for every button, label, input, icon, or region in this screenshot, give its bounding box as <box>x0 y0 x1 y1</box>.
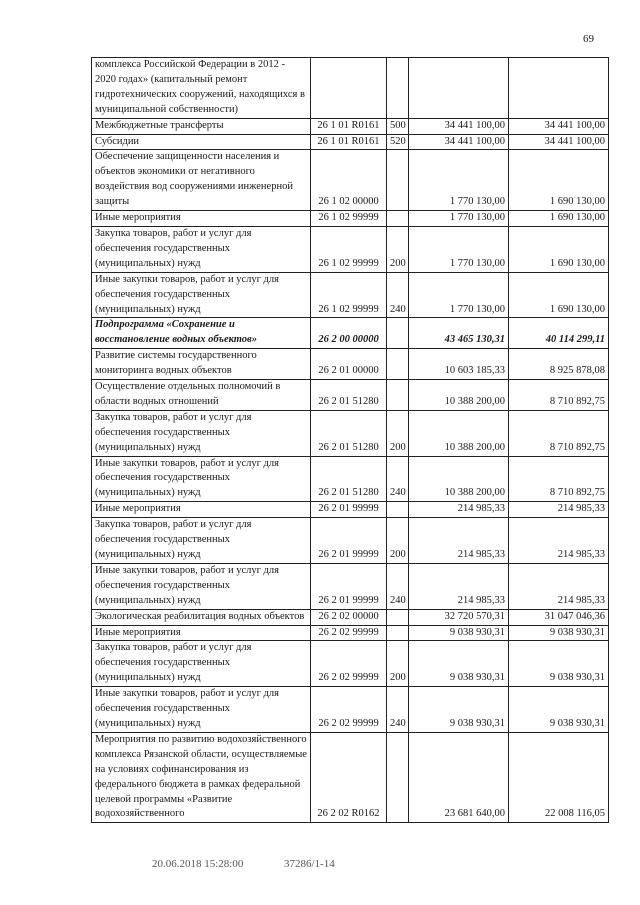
row-name: Подпрограмма «Сохранение и восстановление водных объектов» <box>92 318 311 349</box>
row-expense-type <box>387 609 409 625</box>
row-name: Иные мероприятия <box>92 502 311 518</box>
row-sum-executed: 214 985,33 <box>509 518 609 564</box>
table-row <box>92 687 609 733</box>
row-sum-planned: 1 770 130,00 <box>409 272 509 318</box>
table-row <box>92 502 609 518</box>
table-row <box>92 211 609 227</box>
table-row <box>92 563 609 609</box>
row-expense-type: 240 <box>387 272 409 318</box>
row-code: 26 1 02 99999 <box>311 211 387 227</box>
row-expense-type: 200 <box>387 226 409 272</box>
row-sum-planned: 214 985,33 <box>409 563 509 609</box>
row-sum-executed <box>509 58 609 119</box>
row-code: 26 2 02 00000 <box>311 609 387 625</box>
row-sum-planned: 1 770 130,00 <box>409 150 509 211</box>
budget-table-body <box>92 58 609 823</box>
footer-doc-number: 37286/1-14 <box>284 858 335 870</box>
row-expense-type <box>387 625 409 641</box>
row-code: 26 1 02 00000 <box>311 150 387 211</box>
row-sum-executed: 22 008 116,05 <box>509 732 609 822</box>
row-code: 26 2 01 99999 <box>311 518 387 564</box>
row-sum-executed: 1 690 130,00 <box>509 272 609 318</box>
row-expense-type <box>387 58 409 119</box>
row-code: 26 1 01 R0161 <box>311 134 387 150</box>
row-sum-executed: 8 710 892,75 <box>509 410 609 456</box>
table-row <box>92 380 609 411</box>
table-row <box>92 134 609 150</box>
table-row <box>92 272 609 318</box>
row-name: Иные мероприятия <box>92 211 311 227</box>
footer-datetime: 20.06.2018 15:28:00 <box>152 858 244 870</box>
row-sum-planned: 34 441 100,00 <box>409 134 509 150</box>
row-name: Развитие системы государственного мониторинга водных объектов <box>92 349 311 380</box>
row-expense-type: 200 <box>387 410 409 456</box>
row-name: Мероприятия по развитию водохозяйственного комплекса Рязанской области, осуществляемые на условиях софинансирования из федерального бюджета в рамках федеральной целевой программы «Развитие водохозяйственного <box>92 732 311 822</box>
row-code: 26 2 01 99999 <box>311 502 387 518</box>
row-name: Закупка товаров, работ и услуг для обеспечения государственных (муниципальных) нужд <box>92 518 311 564</box>
row-name: Обеспечение защищенности населения и объектов экономики от негативного воздействия вод сооружениями инженерной защиты <box>92 150 311 211</box>
row-sum-executed: 1 690 130,00 <box>509 150 609 211</box>
table-row <box>92 410 609 456</box>
row-name: Иные закупки товаров, работ и услуг для обеспечения государственных (муниципальных) нужд <box>92 272 311 318</box>
row-sum-executed: 31 047 046,36 <box>509 609 609 625</box>
row-code: 26 2 00 00000 <box>311 318 387 349</box>
row-sum-planned: 10 388 200,00 <box>409 380 509 411</box>
row-code: 26 2 02 99999 <box>311 641 387 687</box>
table-row <box>92 641 609 687</box>
row-sum-executed: 8 925 878,08 <box>509 349 609 380</box>
row-name: Экологическая реабилитация водных объектов <box>92 609 311 625</box>
row-sum-planned: 10 388 200,00 <box>409 456 509 502</box>
row-expense-type <box>387 349 409 380</box>
row-code: 26 2 01 99999 <box>311 563 387 609</box>
row-sum-executed: 214 985,33 <box>509 563 609 609</box>
row-sum-executed: 8 710 892,75 <box>509 456 609 502</box>
row-name: Иные закупки товаров, работ и услуг для обеспечения государственных (муниципальных) нужд <box>92 687 311 733</box>
row-code: 26 1 01 R0161 <box>311 118 387 134</box>
row-name: комплекса Российской Федерации в 2012 - 2020 годах» (капитальный ремонт гидротехнических сооружений, находящихся в муниципальной собственности) <box>92 58 311 119</box>
row-sum-planned: 9 038 930,31 <box>409 625 509 641</box>
row-name: Иные мероприятия <box>92 625 311 641</box>
row-sum-executed: 1 690 130,00 <box>509 211 609 227</box>
row-code: 26 2 01 00000 <box>311 349 387 380</box>
table-row <box>92 349 609 380</box>
table-row-subprogram <box>92 318 609 349</box>
row-sum-executed: 40 114 299,11 <box>509 318 609 349</box>
row-code <box>311 58 387 119</box>
row-name: Закупка товаров, работ и услуг для обеспечения государственных (муниципальных) нужд <box>92 226 311 272</box>
budget-table <box>91 57 609 823</box>
row-sum-planned: 34 441 100,00 <box>409 118 509 134</box>
row-name: Субсидии <box>92 134 311 150</box>
table-row <box>92 732 609 822</box>
row-sum-planned: 10 388 200,00 <box>409 410 509 456</box>
row-sum-executed: 34 441 100,00 <box>509 118 609 134</box>
row-expense-type: 520 <box>387 134 409 150</box>
row-name: Иные закупки товаров, работ и услуг для обеспечения государственных (муниципальных) нужд <box>92 456 311 502</box>
row-sum-planned: 214 985,33 <box>409 518 509 564</box>
row-sum-planned <box>409 58 509 119</box>
row-code: 26 2 02 R0162 <box>311 732 387 822</box>
table-row <box>92 226 609 272</box>
row-name: Закупка товаров, работ и услуг для обеспечения государственных (муниципальных) нужд <box>92 410 311 456</box>
row-expense-type: 200 <box>387 518 409 564</box>
table-row <box>92 518 609 564</box>
table-row <box>92 625 609 641</box>
row-sum-planned: 1 770 130,00 <box>409 226 509 272</box>
row-sum-executed: 9 038 930,31 <box>509 687 609 733</box>
row-name: Осуществление отдельных полномочий в области водных отношений <box>92 380 311 411</box>
page-number: 69 <box>583 33 594 45</box>
row-expense-type: 240 <box>387 687 409 733</box>
table-row <box>92 58 609 119</box>
row-sum-executed: 214 985,33 <box>509 502 609 518</box>
row-expense-type <box>387 380 409 411</box>
table-row <box>92 150 609 211</box>
table-row <box>92 609 609 625</box>
row-code: 26 2 01 51280 <box>311 456 387 502</box>
row-code: 26 2 01 51280 <box>311 410 387 456</box>
table-row <box>92 456 609 502</box>
row-code: 26 1 02 99999 <box>311 226 387 272</box>
row-sum-executed: 9 038 930,31 <box>509 641 609 687</box>
row-name: Закупка товаров, работ и услуг для обеспечения государственных (муниципальных) нужд <box>92 641 311 687</box>
row-expense-type: 500 <box>387 118 409 134</box>
row-expense-type: 200 <box>387 641 409 687</box>
row-code: 26 2 01 51280 <box>311 380 387 411</box>
row-name: Межбюджетные трансферты <box>92 118 311 134</box>
row-name: Иные закупки товаров, работ и услуг для обеспечения государственных (муниципальных) нужд <box>92 563 311 609</box>
row-sum-executed: 1 690 130,00 <box>509 226 609 272</box>
row-sum-planned: 9 038 930,31 <box>409 687 509 733</box>
row-sum-planned: 43 465 130,31 <box>409 318 509 349</box>
row-code: 26 2 02 99999 <box>311 687 387 733</box>
row-sum-executed: 8 710 892,75 <box>509 380 609 411</box>
row-expense-type <box>387 211 409 227</box>
row-sum-planned: 9 038 930,31 <box>409 641 509 687</box>
row-sum-planned: 32 720 570,31 <box>409 609 509 625</box>
row-sum-planned: 214 985,33 <box>409 502 509 518</box>
row-sum-executed: 9 038 930,31 <box>509 625 609 641</box>
row-expense-type <box>387 318 409 349</box>
table-row <box>92 118 609 134</box>
row-expense-type <box>387 732 409 822</box>
row-sum-executed: 34 441 100,00 <box>509 134 609 150</box>
row-expense-type <box>387 150 409 211</box>
row-code: 26 2 02 99999 <box>311 625 387 641</box>
row-expense-type: 240 <box>387 563 409 609</box>
row-sum-planned: 23 681 640,00 <box>409 732 509 822</box>
row-sum-planned: 10 603 185,33 <box>409 349 509 380</box>
row-expense-type: 240 <box>387 456 409 502</box>
row-expense-type <box>387 502 409 518</box>
row-code: 26 1 02 99999 <box>311 272 387 318</box>
row-sum-planned: 1 770 130,00 <box>409 211 509 227</box>
